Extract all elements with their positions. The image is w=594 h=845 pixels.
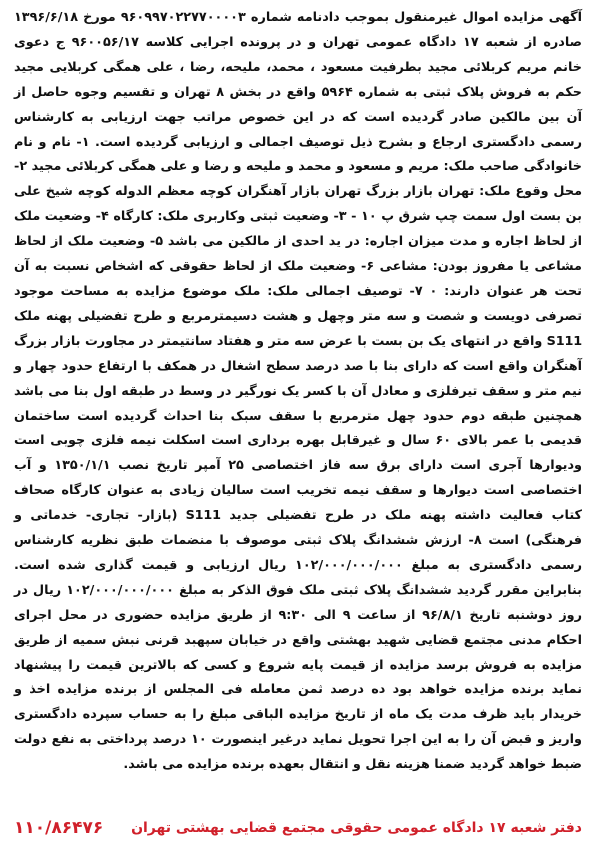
notice-reference-code: ۱۱۰/۸۶۴۷۶ (14, 818, 104, 838)
court-office-signature: دفتر شعبه ۱۷ دادگاه عمومی حقوقی مجتمع قضایی بهشتی تهران (131, 820, 582, 836)
notice-footer (14, 815, 582, 841)
auction-notice-text: آگهی مزایده اموال غیرمنقول بموجب دادنامه شماره ۹۶۰۹۹۷۰۲۲۷۷۰۰۰۰۳ مورخ ۱۳۹۶/۶/۱۸ صادره از شعبه ۱۷ دادگاه عمومی تهران و در پرونده اجرایی کلاسه ۹۶۰۰۵۶/۱۷ ج دعوی خانم مریم کربلائی مجید بطرفیت مسعود ، محمد، ملیحه، رضا ، علی همگی کربلایی مجید حکم به فروش پلاک ثبتی به شماره ۵۹۶۴ واقع در بخش ۸ تهران و تقسیم وجوه حاصل از آن بین مالکین صادر گردیده است که در این خصوص مراتب جهت ارزیابی به کارشناس رسمی دادگستری ارجاع و بشرح ذیل توصیف اجمالی و ارزیابی گردیده است. ۱- نام و نام خانوادگی صاحب ملک: مریم و مسعود و محمد و ملیحه و رضا و علی همگی کربلائی مجید ۲- محل وقوع ملک: تهران بازار بزرگ تهران بازار آهنگران کوچه معظم الدوله کوچه شیخ علی بن بست اول سمت چپ شرق پ ۱۰ - ۳- وضعیت ثبتی وکاربری ملک: کارگاه ۴- وضعیت ملک از لحاظ اجاره و مدت میزان اجاره: در ید احدی از مالکین می باشد ۵- وضعیت ملک از لحاظ مشاعی یا مفروز بودن: مشاعی ۶- وضعیت ملک از لحاظ حقوقی که اشخاص نسبت به آن تحت هر عنوان دارند: ۰ ۷- توصیف اجمالی ملک: ملک موضوع مزایده به مساحت موجود تصرفی دویست و شصت و سه متر وچهل و هشت دسیمترمربع و طرح تفضیلی پهنه ملک S111 واقع در انتهای یک بن بست با عرض سه متر و هفتاد سانتیمتر در مجاورت بازار بزرگ آهنگران واقع است که دارای بنا با صد درصد سطح اشغال در همکف با ارتفاع حدود چهار و نیم متر و سقف تیرفلزی و معادل آن با کسر یک نورگیر در وسط در طبقه اول بنا می باشد همچنین طبقه دوم حدود چهل مترمربع با سقف سبک بنا احداث گردیده است ساختمان قدیمی با عمر بالای ۶۰ سال و غیرقابل بهره برداری است اسکلت نیمه فلزی چوبی است ودیوارها آجری است دارای برق سه فاز اختصاصی ۲۵ آمپر تاریخ نصب ۱۳۵۰/۱/۱ و آب اختصاصی است دیوارها و سقف نیمه تخریب است سالیان زیادی به عنوان کارگاه صحاف کتاب فعالیت داشته پهنه ملک در طرح تفضیلی جدید S111 (بازار- تجاری- خدماتی و فرهنگی) است ۸- ارزش ششدانگ پلاک ثبتی موصوف با منضمات طبق نظریه کارشناس رسمی دادگستری به مبلغ ۱۰۲/۰۰۰/۰۰۰/۰۰۰ ریال ارزیابی و قیمت گذاری شده است. بنابراین مقرر گردید ششدانگ پلاک ثبتی ملک فوق الذکر به مبلغ ۱۰۲/۰۰۰/۰۰۰/۰۰۰ ریال در روز دوشنبه تاریخ ۹۶/۸/۱ از ساعت ۹ الی ۹:۳۰ از طریق مزایده حضوری در محل اجرای احکام مدنی مجتمع قضایی شهید بهشتی واقع در خیابان سپهبد قرنی نبش سمیه از طریق مزایده به فروش برسد مزایده از قیمت پایه شروع و کسی که بالاترین قیمت را پیشنهاد نماید برنده مزایده خواهد بود ده درصد ثمن معامله فی المجلس از برنده مزایده اخذ و خریدار باید ظرف مدت یک ماه از تاریخ مزایده الباقی مبلغ را به حساب سپرده دادگستری واریز و قبض آن را به این اجرا تحویل نماید درغیر اینصورت ۱۰ درصد پرداختی به نفع دولت ضبط خواهد گردید ضمنا هزینه نقل و انتقال بعهده برنده مزایده می باشد. (14, 10, 583, 773)
